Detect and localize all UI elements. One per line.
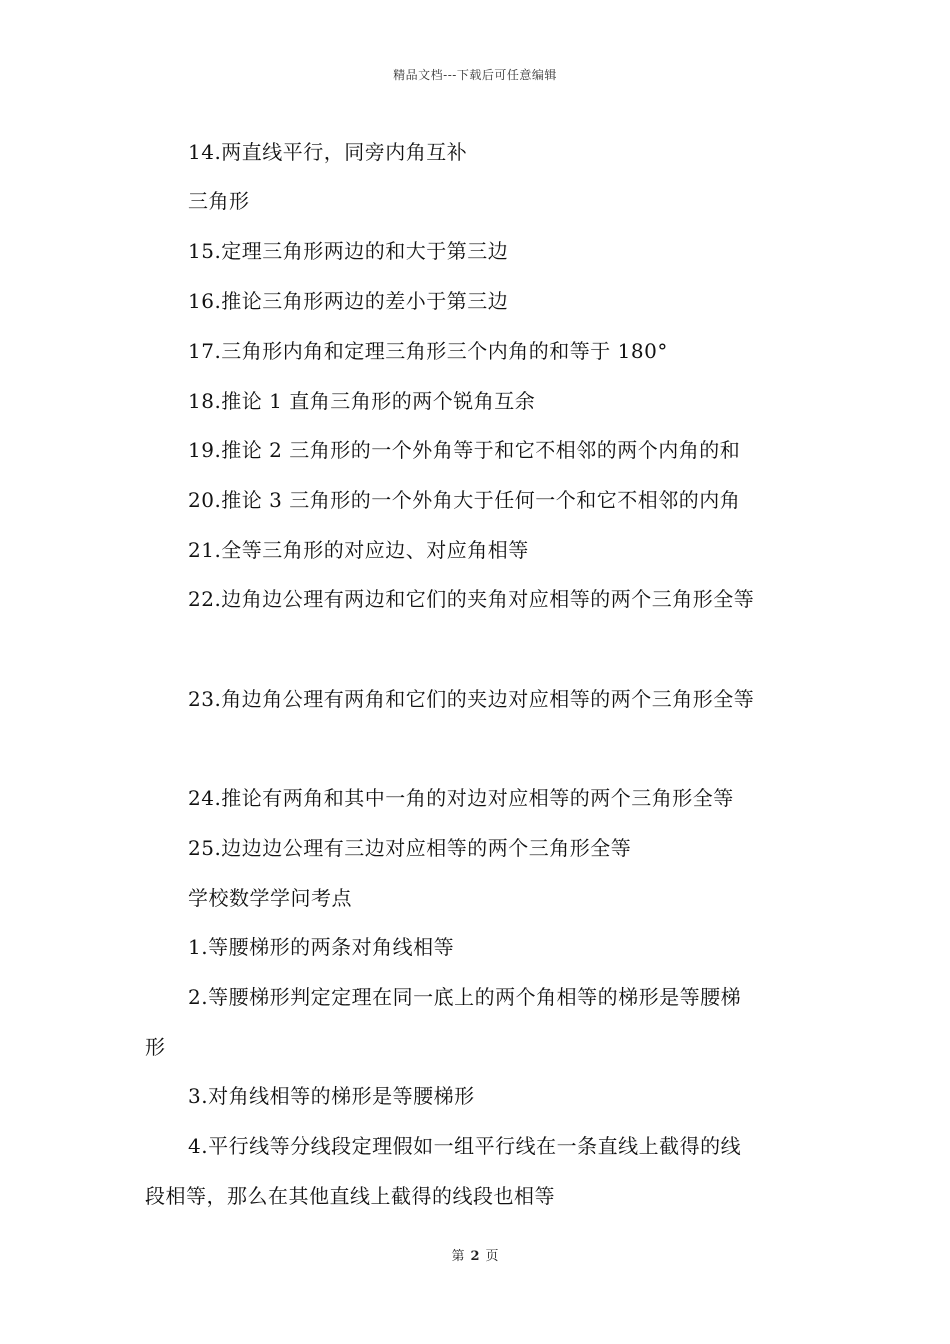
text-line: 18.推论 1 直角三角形的两个锐角互余 [188, 389, 536, 413]
page-footer [0, 1245, 950, 1264]
text-line: 16.推论三角形两边的差小于第三边 [188, 289, 509, 313]
footer-prefix: 第 [451, 1249, 465, 1264]
text-line: 22.边角边公理有两边和它们的夹角对应相等的两个三角形全等 [188, 587, 755, 611]
text-line: 25.边边边公理有三边对应相等的两个三角形全等 [188, 836, 632, 860]
text-line: 17.三角形内角和定理三角形三个内角的和等于 180° [188, 339, 668, 363]
section-heading: 学校数学学问考点 [188, 886, 352, 910]
text-line: 15.定理三角形两边的和大于第三边 [188, 239, 509, 263]
text-line: 2.等腰梯形判定定理在同一底上的两个角相等的梯形是等腰梯 [188, 985, 742, 1009]
text-line: 4.平行线等分线段定理假如一组平行线在一条直线上截得的线 [188, 1134, 742, 1158]
text-line: 形 [145, 1035, 166, 1059]
text-line: 24.推论有两角和其中一角的对边对应相等的两个三角形全等 [188, 786, 734, 810]
text-line: 23.角边角公理有两角和它们的夹边对应相等的两个三角形全等 [188, 687, 755, 711]
text-line: 19.推论 2 三角形的一个外角等于和它不相邻的两个内角的和 [188, 438, 741, 462]
text-line: 3.对角线相等的梯形是等腰梯形 [188, 1084, 475, 1108]
text-line: 段相等，那么在其他直线上截得的线段也相等 [145, 1184, 555, 1208]
text-line: 14.两直线平行，同旁内角互补 [188, 140, 468, 164]
text-line: 1.等腰梯形的两条对角线相等 [188, 935, 455, 959]
page-number: 2 [470, 1249, 480, 1264]
page-header: 精品文档---下载后可任意编辑 [393, 68, 557, 82]
text-line: 20.推论 3 三角形的一个外角大于任何一个和它不相邻的内角 [188, 488, 741, 512]
section-heading: 三角形 [188, 189, 250, 213]
footer-suffix: 页 [485, 1249, 499, 1264]
text-line: 21.全等三角形的对应边、对应角相等 [188, 538, 529, 562]
